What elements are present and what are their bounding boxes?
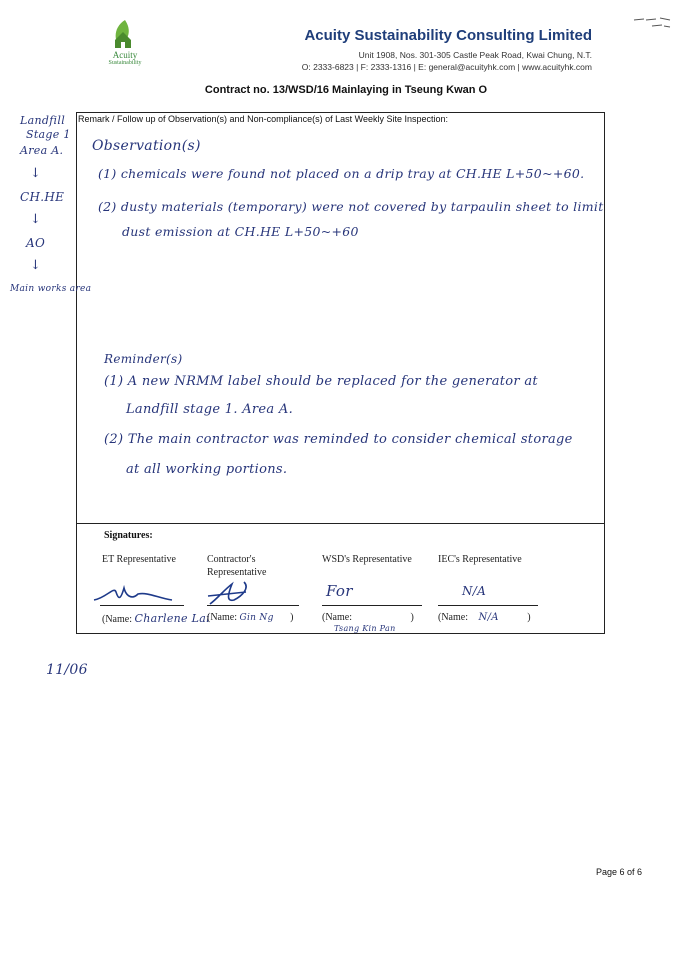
signatures-title: Signatures: xyxy=(104,530,153,541)
iec-signature: N/A xyxy=(462,584,487,598)
signature-line xyxy=(100,605,184,606)
signature-role-contractor: Contractor's Representative xyxy=(207,554,267,578)
company-name: Acuity Sustainability Consulting Limited xyxy=(304,27,592,44)
signature-line xyxy=(322,605,422,606)
logo-name: Acuity xyxy=(112,50,138,60)
margin-note: AO xyxy=(26,236,46,250)
name-label: (Name: xyxy=(102,614,132,625)
name-label: (Name: xyxy=(207,612,237,623)
margin-note: Area A. xyxy=(20,144,64,157)
margin-note: CH.HE xyxy=(20,190,65,204)
observation-item: (1) chemicals were found not placed on a drip tray at CH.HE L+50~+60. xyxy=(98,166,585,181)
company-address: Unit 1908, Nos. 301-305 Castle Peak Road, Kwai Chung, N.T. xyxy=(358,50,592,60)
corner-scribble-icon xyxy=(632,14,672,32)
contractor-name-field xyxy=(207,612,294,623)
signature-role-et: ET Representative xyxy=(102,554,176,565)
logo-subtitle: Sustainability xyxy=(108,60,142,66)
signature-role-iec: IEC's Representative xyxy=(438,554,522,565)
reminder-item: (2) The main contractor was reminded to consider chemical storage xyxy=(104,432,573,447)
et-name-field xyxy=(102,612,210,625)
margin-arrow: ↓ xyxy=(30,258,42,273)
company-contact: O: 2333-6823 | F: 2333-1316 | E: general@acuityhk.com | www.acuityhk.com xyxy=(301,62,592,72)
wsd-signature: For xyxy=(326,582,353,600)
et-name: Charlene Lai xyxy=(134,612,210,625)
signature-line xyxy=(438,605,538,606)
table-divider xyxy=(77,523,604,524)
leaf-house-icon xyxy=(107,18,143,50)
signature-role-wsd: WSD's Representative xyxy=(322,554,412,565)
observation-item: dust emission at CH.HE L+50~+60 xyxy=(122,224,359,239)
contractor-name: Gin Ng xyxy=(239,613,274,623)
date-note: 11/06 xyxy=(46,662,88,678)
margin-arrow: ↓ xyxy=(30,166,42,181)
reminders-heading: Reminder(s) xyxy=(104,352,183,366)
observation-item: (2) dusty materials (temporary) were not covered by tarpaulin sheet to limit xyxy=(98,199,604,214)
margin-note: Stage 1 xyxy=(26,128,71,141)
reminder-item: at all working portions. xyxy=(126,462,288,477)
page-number: Page 6 of 6 xyxy=(595,867,642,877)
signature-line xyxy=(207,605,299,606)
name-close: ) xyxy=(290,612,294,623)
name-label: (Name: xyxy=(438,612,468,623)
reminder-item: Landfill stage 1. Area A. xyxy=(126,402,294,417)
name-label: (Name: xyxy=(322,612,352,623)
observations-heading: Observation(s) xyxy=(92,138,201,154)
margin-note: Landfill xyxy=(20,114,66,127)
company-logo xyxy=(100,18,150,76)
iec-name: N/A xyxy=(478,612,499,623)
name-close: ) xyxy=(527,612,531,623)
wsd-name-field xyxy=(322,612,414,623)
margin-note: Main works area xyxy=(10,284,92,294)
name-close: ) xyxy=(410,612,414,623)
contract-title: Contract no. 13/WSD/16 Mainlaying in Tseung Kwan O xyxy=(204,84,488,96)
iec-name-field xyxy=(438,612,531,623)
wsd-name: Tsang Kin Pan xyxy=(334,624,396,633)
reminder-item: (1) A new NRMM label should be replaced for the generator at xyxy=(104,374,538,389)
remark-label: Remark / Follow up of Observation(s) and Non-compliance(s) of Last Weekly Site Inspection: xyxy=(78,114,448,124)
margin-arrow: ↓ xyxy=(30,212,42,227)
